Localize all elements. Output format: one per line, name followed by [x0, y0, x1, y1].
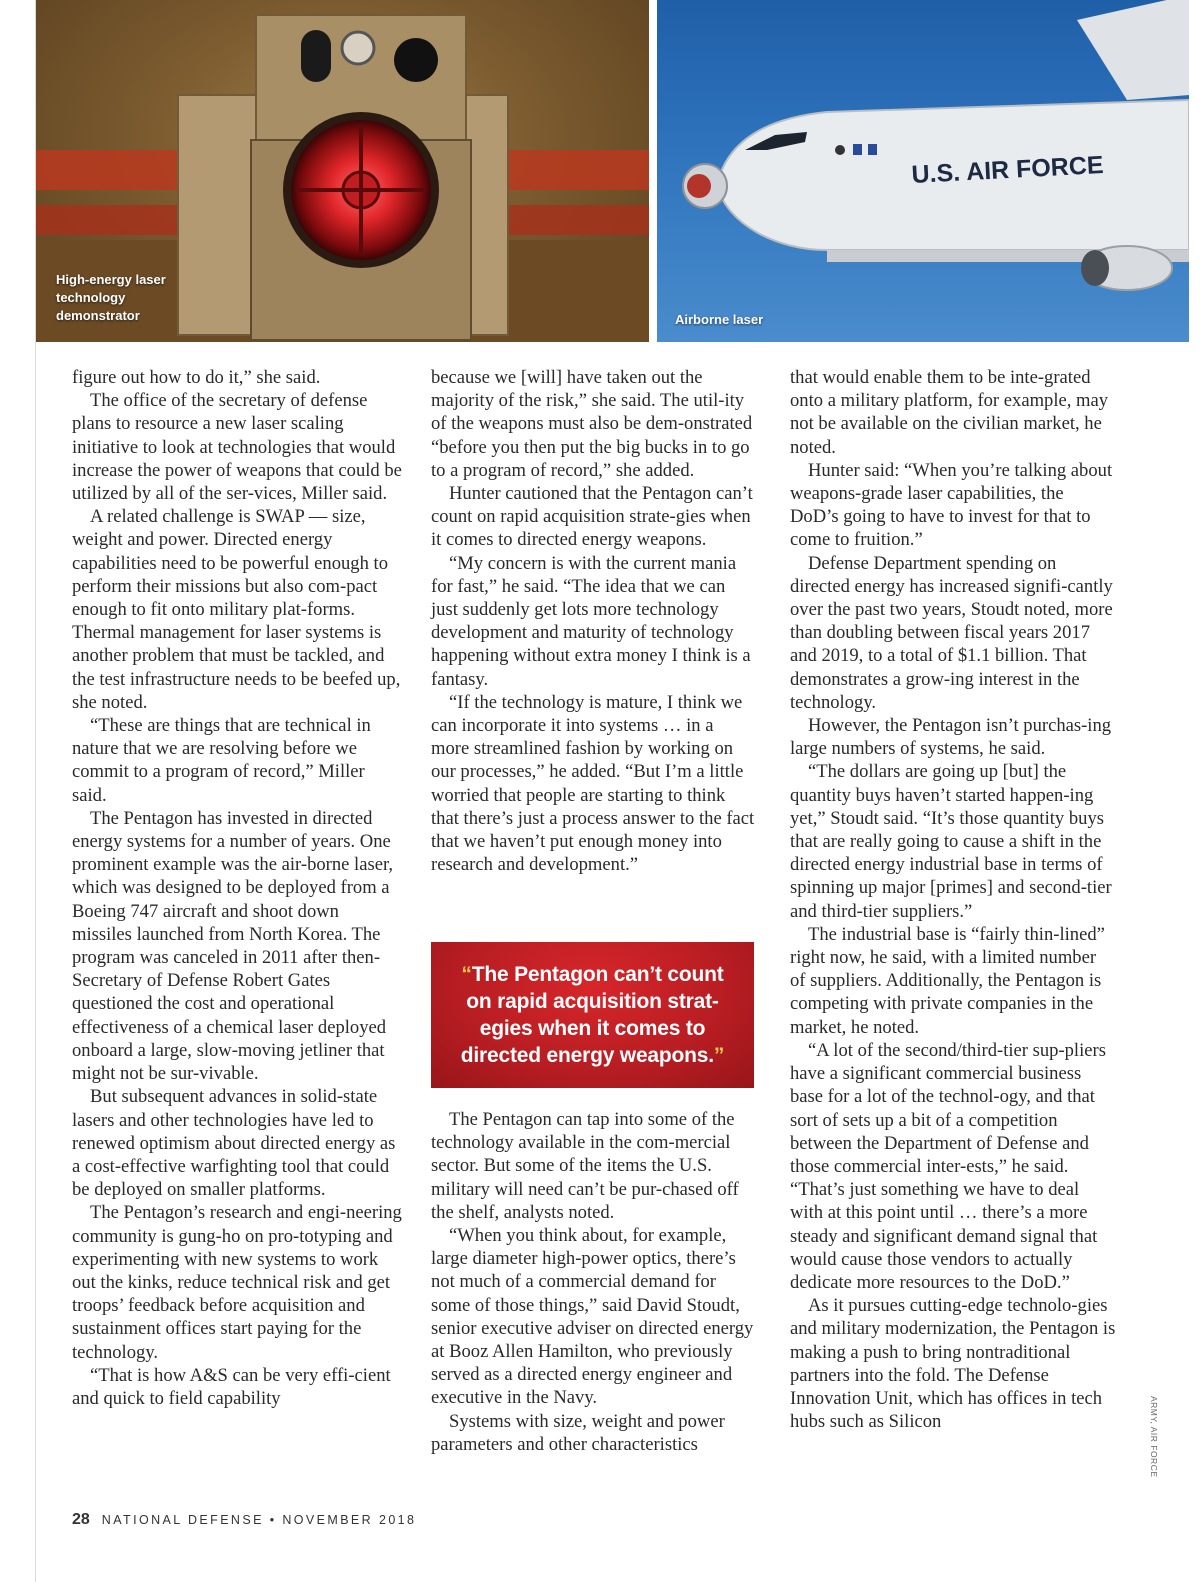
publication-line: NATIONAL DEFENSE • NOVEMBER 2018	[101, 1513, 417, 1527]
article-column-1	[72, 366, 402, 1410]
page-number: 28	[72, 1511, 90, 1528]
paragraph: “If the technology is mature, I think we can incorporate it into systems … in a more streamlined fashion by working on our processes,” he added. “But I’m a little worried that people are starting to think that there’s just a process answer to the fact that we haven’t put enough money into research and development.”	[431, 691, 755, 876]
paragraph: The office of the secretary of defense plans to resource a new laser scaling initiative to look at technologies that would increase the power of weapons that could be utilized by all of the ser-vices, Miller said.	[72, 390, 402, 505]
airborne-laser-photo	[657, 0, 1189, 342]
article-column-2-lower	[431, 1108, 755, 1456]
paragraph: The Pentagon can tap into some of the technology available in the com-mercial sector. But some of the items the U.S. military will need can’t be pur-chased off the shelf, analysts noted.	[431, 1109, 739, 1223]
left-photo-caption: High-energy laser technology demonstrator	[56, 272, 166, 323]
pull-quote-box	[431, 942, 754, 1088]
paragraph: “A lot of the second/third-tier sup-pliers have a significant commercial business base for a lot of the technol-ogy, and that sort of sets up a bit of a competition between the Department of Defense and those commercial inter-ests,” he said. “That’s just something we have to deal with at this point until … there’s a more steady and significant demand signal that would cause those vendors to actually dedicate more resources to the DoD.”	[790, 1039, 1106, 1293]
paragraph: The Pentagon’s research and engi-neering community is gung-ho on pro-totyping and experimenting with new systems to work out the kinks, reduce technical risk and get troops’ feedback before acquisition and sustainment offices start paying for the technology.	[72, 1202, 402, 1363]
pull-quote-body: The Pentagon can’t count on rapid acquisition strat-egies when it comes to directed energy weapons.	[460, 963, 724, 1067]
paragraph: As it pursues cutting-edge technolo-gies and military modernization, the Pentagon is making a push to bring nontraditional partners into the fold. The Defense Innovation Unit, which has offices in tech hubs such as Silicon	[790, 1295, 1116, 1433]
paragraph: that would enable them to be inte-grated onto a military platform, for example, may not be available on the civilian market, he noted.	[790, 367, 1109, 458]
article-column-3	[790, 366, 1116, 1433]
paragraph: “These are things that are technical in nature that we are resolving before we commit to a program of record,” Miller said.	[72, 715, 371, 806]
paragraph: However, the Pentagon isn’t purchas-ing large numbers of systems, he said.	[790, 715, 1112, 760]
paragraph: But subsequent advances in solid-state lasers and other technologies have led to renewed optimism about directed energy as a cost-effective warfighting tool that could be deployed on smaller platforms.	[72, 1086, 396, 1201]
laser-demonstrator-photo	[36, 0, 649, 342]
paragraph: “My concern is with the current mania for fast,” he said. “The idea that we can just suddenly get lots more technology development and maturity of technology happening without extra money I think is a fantasy.	[431, 552, 751, 690]
page-footer	[72, 1511, 416, 1529]
airborne-laser-illustration	[657, 0, 1189, 342]
paragraph: Hunter said: “When you’re talking about weapons-grade laser capabilities, the DoD’s going to have to invest for that to come to fruition.”	[790, 459, 1113, 551]
pull-quote-text	[450, 961, 735, 1069]
paragraph: The industrial base is “fairly thin-lined” right now, he said, with a limited number of suppliers. Additionally, the Pentagon is competing with private companies in the market, he noted.	[790, 923, 1105, 1038]
close-quote-mark: ”	[713, 1044, 725, 1067]
paragraph: Defense Department spending on directed energy has increased signifi-cantly over the past two years, Stoudt noted, more than doubling between fiscal years 2017 and 2019, to a total of $1.1 billion. That demonstrates a grow-ing interest in the technology.	[790, 552, 1113, 713]
article-column-2-upper	[431, 366, 755, 876]
paragraph: “That is how A&S can be very effi-cient and quick to field capability	[72, 1364, 391, 1409]
paragraph: Hunter cautioned that the Pentagon can’t count on rapid acquisition strate-gies when it comes to directed energy weapons.	[431, 483, 753, 551]
paragraph: Systems with size, weight and power parameters and other characteristics	[431, 1410, 725, 1455]
paragraph: The Pentagon has invested in directed energy systems for a number of years. One prominent example was the air-borne laser, which was designed to be deployed from a Boeing 747 aircraft and shoot down missiles launched from North Korea. The program was canceled in 2011 after then-Secretary of Defense Robert Gates questioned the cost and operational effectiveness of a chemical laser deployed onboard a large, slow-moving jetliner that might not be sur-vivable.	[72, 807, 394, 1085]
open-quote-mark: “	[461, 963, 472, 986]
paragraph: “When you think about, for example, large diameter high-power optics, there’s not much of a commercial demand for some of those things,” said David Stoudt, senior executive adviser on directed energy at Booz Allen Hamilton, who previously served as a directed energy engineer and executive in the Navy.	[431, 1225, 754, 1409]
right-photo-caption: Airborne laser	[675, 312, 764, 327]
paragraph: “The dollars are going up [but] the quantity buys haven’t started happen-ing yet,” Stoudt said. “It’s those quantity buys that are really going to cause a shift in the directed energy industrial base in terms of spinning up major [primes] and second-tier and third-tier suppliers.”	[790, 761, 1112, 922]
photo-credit: ARMY, AIR FORCE	[1149, 1396, 1159, 1478]
paragraph: A related challenge is SWAP — size, weight and power. Directed energy capabilities need to be powerful enough to perform their missions but also com-pact enough to fit onto military plat-forms. Thermal management for laser systems is another problem that must be tackled, and the test infrastructure needs to be beefed up, she noted.	[72, 506, 401, 713]
aircraft-lettering: U.S. AIR FORCE	[910, 150, 1105, 189]
paragraph: because we [will] have taken out the majority of the risk,” she said. The util-ity of the weapons must also be dem-onstrated “before you then put the big bucks in to go to a program of record,” she added.	[431, 367, 753, 481]
paragraph: figure out how to do it,” she said.	[72, 367, 321, 388]
